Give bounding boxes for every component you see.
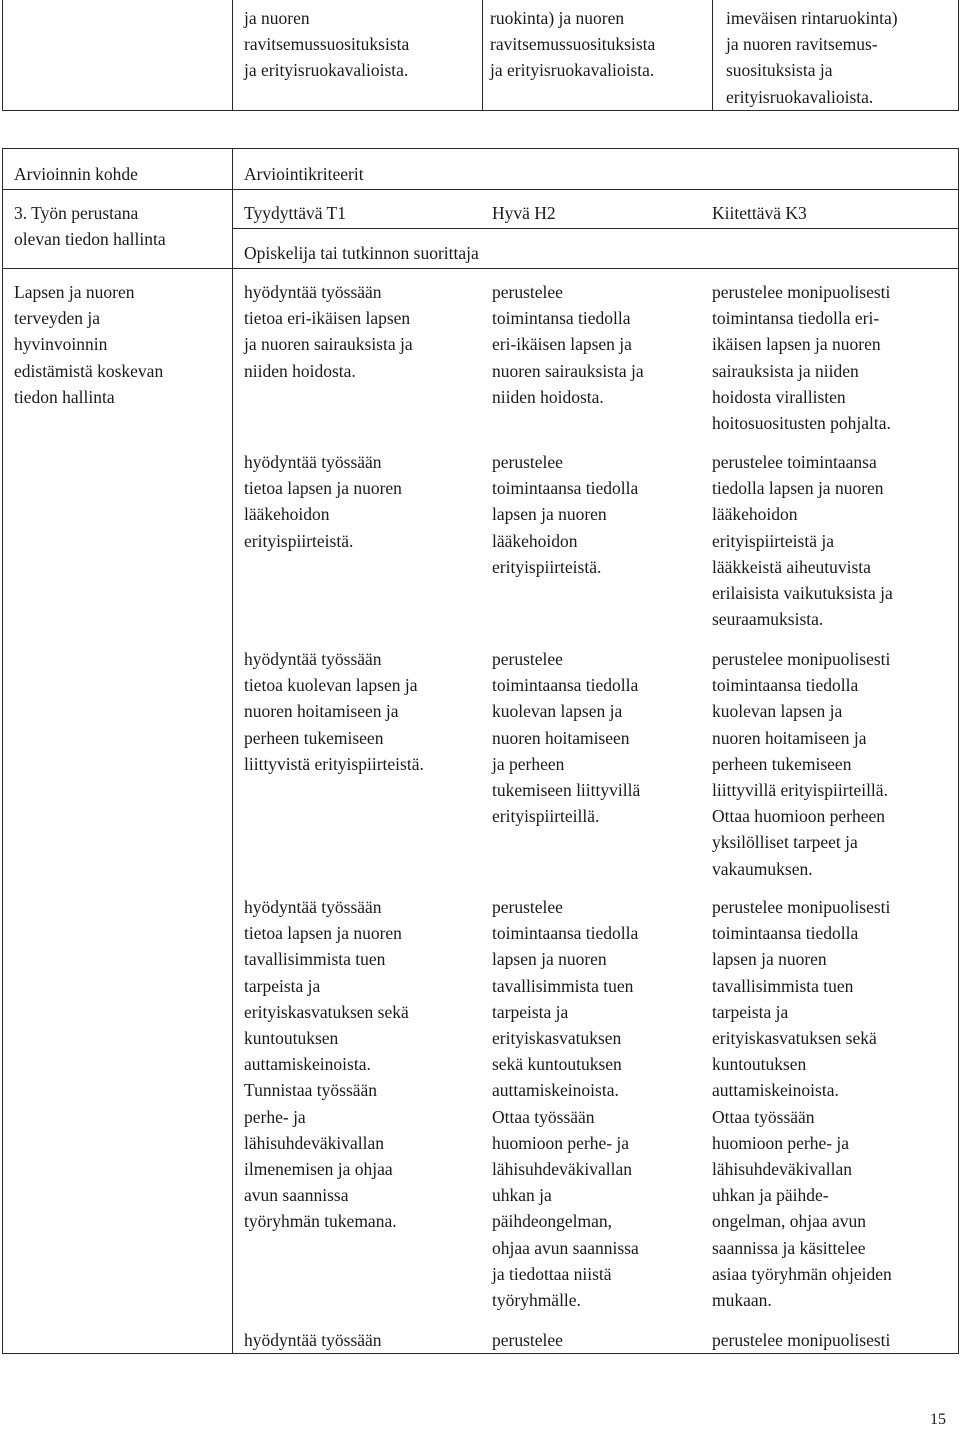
subject-label: Opiskelija tai tutkinnon suorittaja — [244, 243, 479, 263]
criteria-row-4-t1: hyödyntää työssään tietoa lapsen ja nuoren tavallisimmista tuen tarpeista ja erityiskasvatuksen sekä kuntoutuksen auttamiskeinoista. Tunnistaa työssään perhe- ja lähisuhdeväkivallan ilmenemisen ja ohjaa avun saannissa työryhmän tukemana. — [244, 897, 409, 1232]
criteria-row-2-k3: perustelee toimintaansa tiedolla lapsen ja nuoren lääkehoidon erityispiirteistä ja lääkkeistä aiheutuvista erilaisista vaikutuksista ja seuraamuksista. — [712, 452, 893, 630]
top-table-left-border — [2, 0, 3, 111]
page-number: 15 — [930, 1411, 946, 1428]
criteria-row-3-h2: perustelee toimintaansa tiedolla kuolevan lapsen ja nuoren hoitamiseen ja perheen tukemiseen liittyvillä erityispiirteillä. — [492, 649, 641, 827]
criteria-row-3-t1: hyödyntää työssään tietoa kuolevan lapsen ja nuoren hoitamiseen ja perheen tukemiseen liittyvistä erityispiirteistä. — [244, 649, 424, 774]
top-table-divider-3 — [712, 0, 713, 111]
target-column-divider — [232, 148, 233, 1354]
header-assessment-target: Arvioinnin kohde — [14, 164, 138, 184]
top-cell-col3: imeväisen rintaruokinta) ja nuoren ravitsemus- suosituksista ja erityisruokavalioista. — [726, 8, 898, 107]
top-table-bottom-border — [2, 110, 958, 111]
criteria-row-2-t1: hyödyntää työssään tietoa lapsen ja nuoren lääkehoidon erityispiirteistä. — [244, 452, 402, 551]
assessment-target-title: 3. Työn perustana olevan tiedon hallinta — [14, 203, 166, 250]
criteria-row-5-t1: hyödyntää työssään — [244, 1330, 382, 1350]
levels-row-border — [232, 228, 958, 229]
level-good: Hyvä H2 — [492, 203, 556, 223]
criteria-row-1-h2: perustelee toimintansa tiedolla eri-ikäisen lapsen ja nuoren sairauksista ja niiden hoidosta. — [492, 282, 644, 407]
top-table-divider-2 — [482, 0, 483, 111]
level-satisfactory: Tyydyttävä T1 — [244, 203, 346, 223]
criteria-row-1-t1: hyödyntää työssään tietoa eri-ikäisen lapsen ja nuoren sairauksista ja niiden hoidosta. — [244, 282, 413, 381]
table-top-border — [2, 148, 958, 149]
top-cell-col2: ruokinta) ja nuoren ravitsemussuosituksista ja erityisruokavalioista. — [490, 8, 656, 81]
criteria-row-1-k3: perustelee monipuolisesti toimintansa tiedolla eri- ikäisen lapsen ja nuoren sairauksista ja niiden hoidosta virallisten hoitosuositusten pohjalta. — [712, 282, 891, 434]
criteria-row-4-k3: perustelee monipuolisesti toimintaansa tiedolla lapsen ja nuoren tavallisimmista tuen tarpeista ja erityiskasvatuksen sekä kuntoutuksen auttamiskeinoista. Ottaa työssään huomioon perhe- ja lähisuhdeväkivallan uhkan ja päihde- ongelman, ohjaa avun saannissa ja käsittelee asiaa työryhmän ohjeiden mukaan. — [712, 897, 892, 1311]
top-table-divider-1 — [232, 0, 233, 111]
subject-row-border — [2, 268, 958, 269]
assessment-target-item: Lapsen ja nuoren terveyden ja hyvinvoinnin edistämistä koskevan tiedon hallinta — [14, 282, 164, 407]
criteria-row-4-h2: perustelee toimintaansa tiedolla lapsen ja nuoren tavallisimmista tuen tarpeista ja erityiskasvatuksen sekä kuntoutuksen auttamiskeinoista. Ottaa työssään huomioon perhe- ja lähisuhdeväkivallan uhkan ja päihdeongelman, ohjaa avun saannissa ja tiedottaa niistä työryhmälle. — [492, 897, 639, 1311]
level-excellent: Kiitettävä K3 — [712, 203, 807, 223]
header-row-border — [2, 189, 958, 190]
criteria-row-2-h2: perustelee toimintaansa tiedolla lapsen ja nuoren lääkehoidon erityispiirteistä. — [492, 452, 639, 577]
top-table-right-border — [958, 0, 959, 111]
criteria-row-5-k3: perustelee monipuolisesti — [712, 1330, 891, 1350]
table-right-border — [958, 148, 959, 1354]
table-left-border — [2, 148, 3, 1354]
top-cell-col1: ja nuoren ravitsemussuosituksista ja erityisruokavalioista. — [244, 8, 410, 81]
header-assessment-criteria: Arviointikriteerit — [244, 164, 364, 184]
criteria-row-3-k3: perustelee monipuolisesti toimintaansa tiedolla kuolevan lapsen ja nuoren hoitamiseen ja perheen tukemiseen liittyvillä erityispiirteillä. Ottaa huomioon perheen yksilölliset tarpeet ja vakaumuksen. — [712, 649, 891, 879]
criteria-row-5-h2: perustelee — [492, 1330, 563, 1350]
